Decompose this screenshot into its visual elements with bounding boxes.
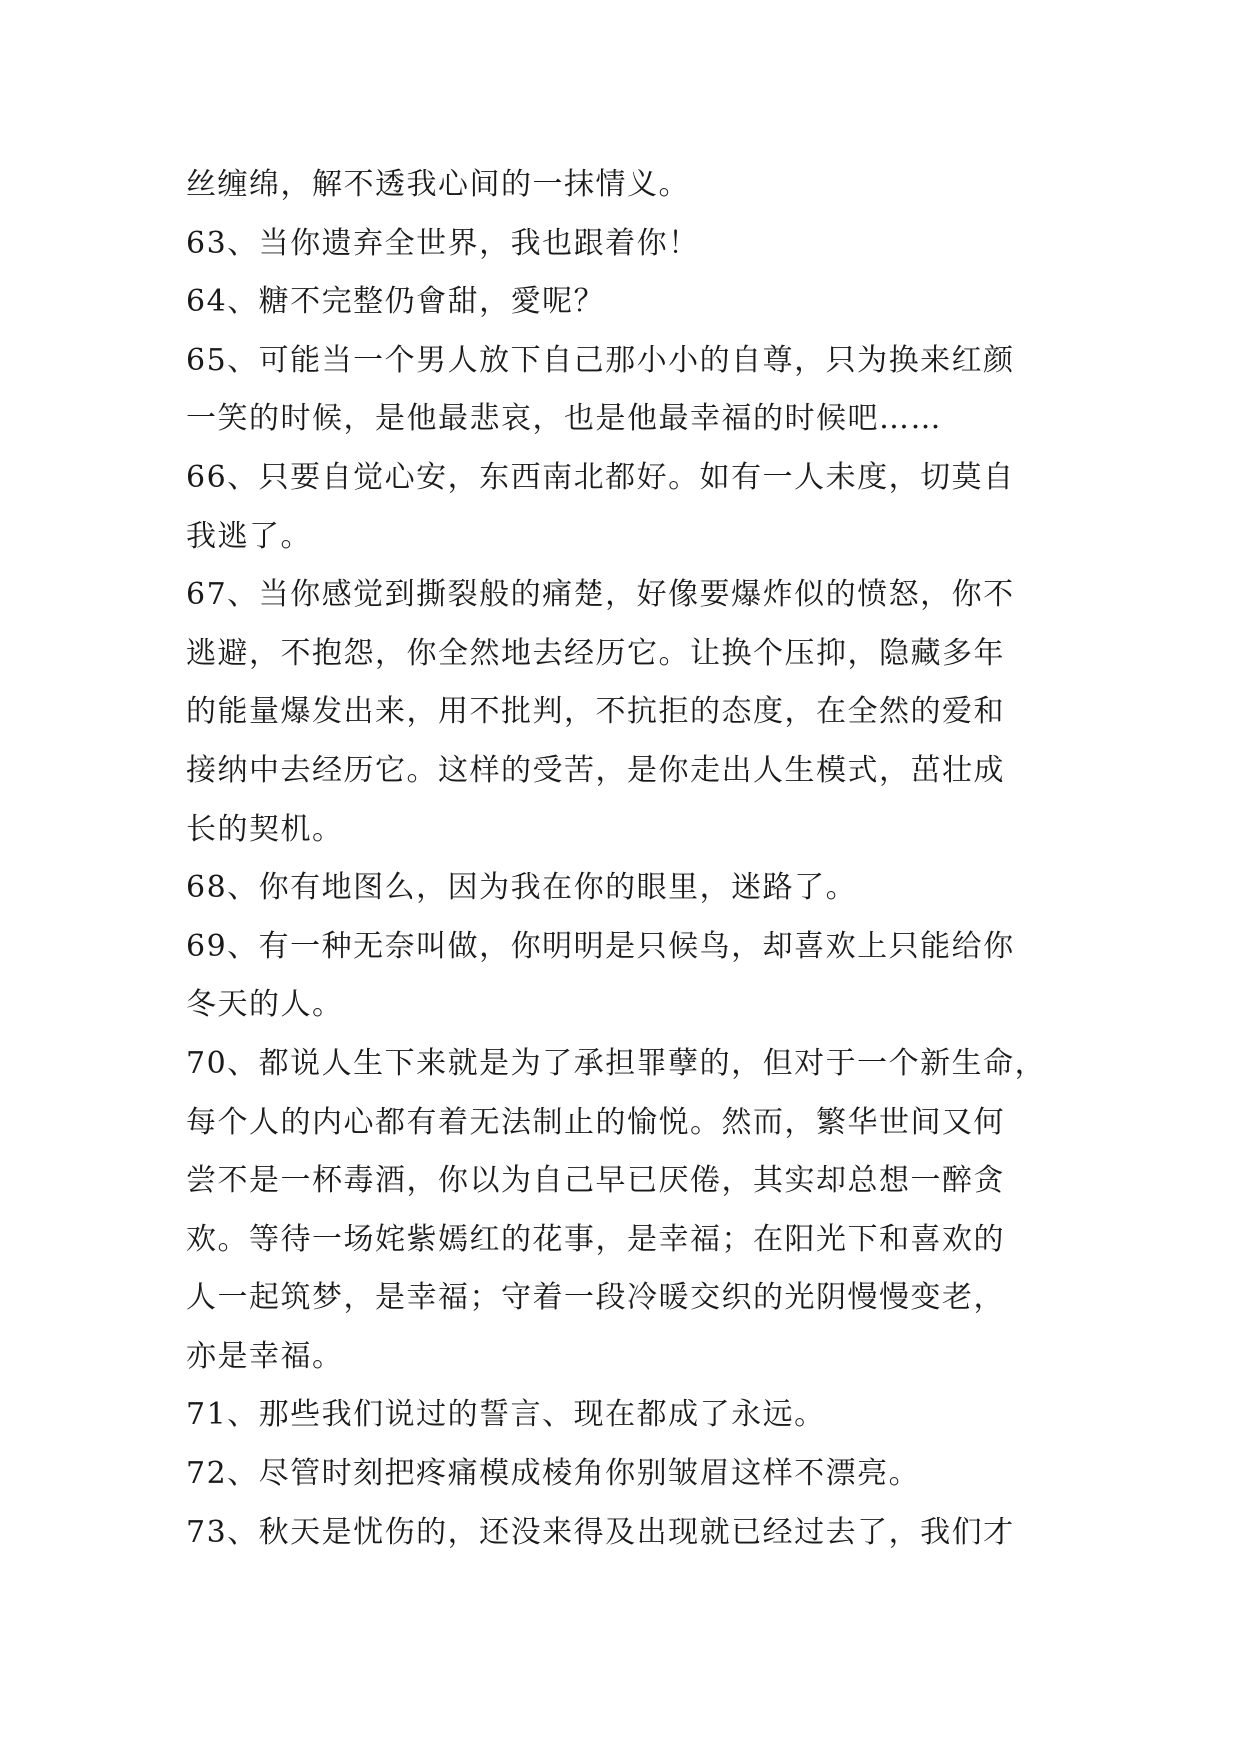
- text-line: 逃避，不抱怨，你全然地去经历它。让换个压抑，隐藏多年: [186, 635, 1005, 671]
- text-line: 67、当你感觉到撕裂般的痛楚，好像要爆炸似的愤怒，你不: [186, 577, 1015, 613]
- text-line: 我逃了。: [186, 518, 312, 554]
- text-line: 尝不是一杯毒酒，你以为自己早已厌倦，其实却总想一醉贪: [186, 1163, 1005, 1199]
- text-line: 接纳中去经历它。这样的受苦，是你走出人生模式，茁壮成: [186, 752, 1005, 788]
- text-line: 63、当你遗弃全世界，我也跟着你！: [186, 225, 700, 261]
- text-line: 68、你有地图么，因为我在你的眼里，迷路了。: [186, 870, 858, 906]
- document-body: [186, 156, 1066, 1562]
- text-line: 长的契机。: [186, 811, 344, 847]
- text-line: 丝缠绵，解不透我心间的一抹情义。: [186, 167, 690, 202]
- text-line: 亦是幸福。: [186, 1338, 344, 1374]
- text-line: 每个人的内心都有着无法制止的愉悦。然而，繁华世间又何: [186, 1104, 1005, 1140]
- text-line: 的能量爆发出来，用不批判，不抗拒的态度，在全然的爱和: [186, 694, 1005, 730]
- text-line: 欢。等待一场姹紫嫣红的花事，是幸福；在阳光下和喜欢的: [186, 1221, 1005, 1257]
- text-line: 69、有一种无奈叫做，你明明是只候鸟，却喜欢上只能给你: [186, 928, 1015, 964]
- text-line: 人一起筑梦，是幸福；守着一段冷暖交织的光阴慢慢变老，: [186, 1280, 1005, 1316]
- text-line: 冬天的人。: [186, 987, 344, 1023]
- text-line: 71、那些我们说过的誓言、现在都成了永远。: [186, 1397, 826, 1433]
- text-line: 一笑的时候，是他最悲哀，也是他最幸福的时候吧……: [186, 401, 942, 437]
- text-line: 65、可能当一个男人放下自己那小小的自尊，只为换来红颜: [186, 342, 1015, 378]
- text-line: 70、都说人生下来就是为了承担罪孽的，但对于一个新生命，: [186, 1045, 1047, 1081]
- text-line: 66、只要自觉心安，东西南北都好。如有一人未度，切莫自: [186, 459, 1015, 495]
- text-line: 64、糖不完整仍會甜，愛呢？: [186, 284, 606, 320]
- text-line: 73、秋天是忧伤的，还没来得及出现就已经过去了，我们才: [186, 1514, 1015, 1550]
- text-line: 72、尽管时刻把疼痛模成棱角你别皱眉这样不漂亮。: [186, 1456, 921, 1492]
